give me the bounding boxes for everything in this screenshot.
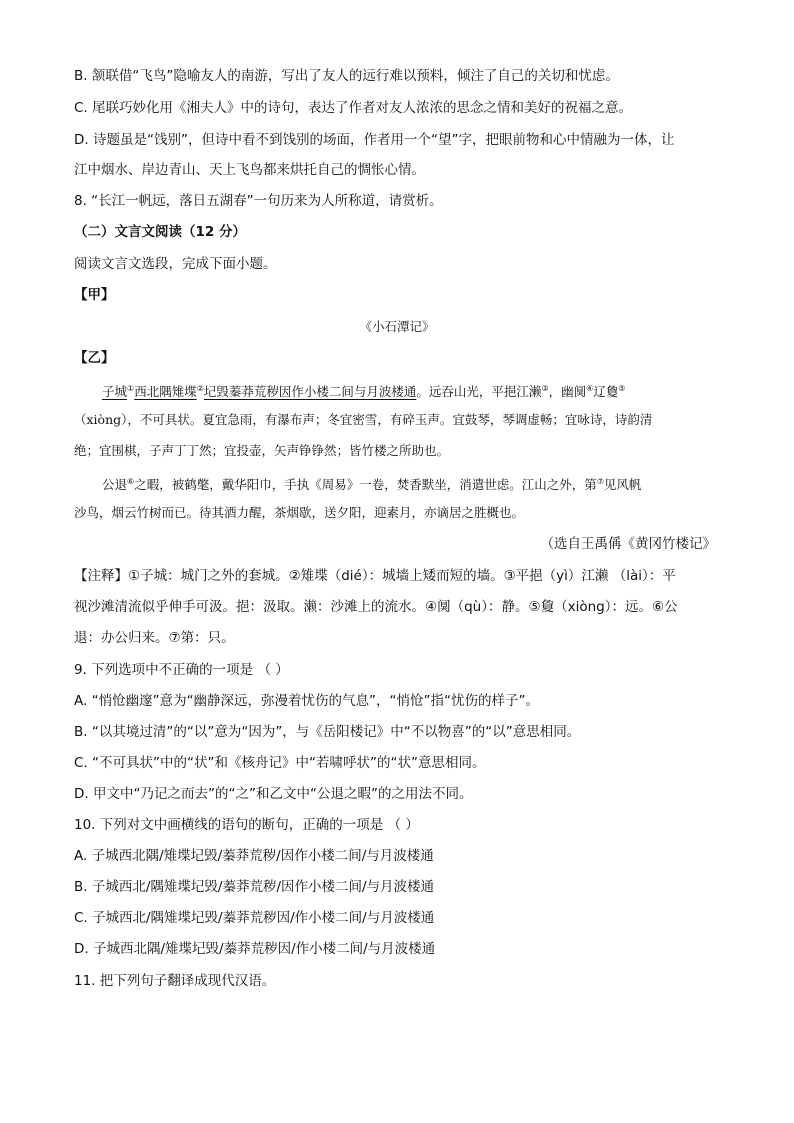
note-marker: ② xyxy=(196,384,204,393)
passage-source: （选自王禹偁《黄冈竹楼记》 xyxy=(540,536,716,552)
underlined-text: 子城 xyxy=(102,384,128,400)
question-10: 10. 下列对文中画横线的语句的断句，正确的一项是 （ ） xyxy=(74,817,419,833)
q7-option-c: C. 尾联巧妙化用《湘夫人》中的诗句，表达了作者对友人浓浓的思念之情和美好的祝福之意。 xyxy=(74,100,633,116)
passage-yi-line-3: 绝；宜围棋，子声丁丁然；宜投壶，矢声铮铮然；皆竹楼之所助也。 xyxy=(74,443,450,458)
annotation-line-3: 退：办公归来。⑦第：只。 xyxy=(74,630,235,646)
annotation-line-2: 视沙滩清流似乎伸手可汲。挹：汲取。濑：沙滩上的流水。④阒（qù）：静。⑤敻（xiòng）：远。⑥公 xyxy=(74,599,678,615)
q10-option-c: C. 子城西北/隅雉堞圮毁/蓁莽荒秽因/作小楼二间/与月波楼通 xyxy=(74,910,435,926)
question-8: 8. “长江一帆远，落日五湖春”一句历来为人所称道，请赏析。 xyxy=(74,193,443,209)
q9-option-d: D. 甲文中“乃记之而去”的“之”和乙文中“公退之暇”的之用法不同。 xyxy=(74,786,473,802)
q7-option-d-continued: 江中烟水、岸边青山、天上飞鸟都来烘托自己的惆怅心情。 xyxy=(74,162,425,178)
q9-option-b: B. “以其境过清”的“以”意为“因为”，与《岳阳楼记》中“不以物喜”的“以”意思相同。 xyxy=(74,724,581,740)
instruction: 阅读文言文选段，完成下面小题。 xyxy=(74,256,277,272)
passage-text: 辽敻 xyxy=(593,384,619,400)
question-9: 9. 下列选项中不正确的一项是 （ ） xyxy=(74,662,289,678)
passage-yi-line-2: （xiòng），不可具状。夏宜急雨，有瀑布声；冬宜密雪，有碎玉声。宜鼓琴，琴调虚畅；宜咏诗，诗韵清 xyxy=(74,412,653,427)
passage-yi-line-4 xyxy=(102,472,641,495)
q9-option-a: A. “悄怆幽邃”意为“幽静深远，弥漫着忧伤的气息”，“悄怆”指“忧伤的样子”。 xyxy=(74,693,540,709)
note-marker: ⑥ xyxy=(127,477,135,486)
passage-jia-title: 《小石潭记》 xyxy=(359,319,435,334)
passage-text: 见风帆 xyxy=(603,477,642,493)
passage-text: 之暇，被鹤氅，戴华阳巾，手执《周易》一卷，焚香默坐，消遣世虑。江山之外，第 xyxy=(134,477,597,493)
passage-text: ，幽阒 xyxy=(548,384,587,400)
q9-option-c: C. “不可具状”中的“状”和《核舟记》中“若啸呼状”的“状”意思相同。 xyxy=(74,755,486,771)
q7-option-b: B. 颔联借“飞鸟”隐喻友人的南游，写出了友人的远行难以预料，倾注了自己的关切和忧虑。 xyxy=(74,68,619,84)
q7-option-d: D. 诗题虽是“饯别”，但诗中看不到饯别的场面，作者用一个“望”字，把眼前物和心中情融为一体，让 xyxy=(74,132,675,148)
passage-yi-line-5: 沙鸟，烟云竹树而已。待其酒力醒，茶烟歇，送夕阳，迎素月，亦谪居之胜概也。 xyxy=(74,505,525,520)
annotation-line-1: 【注释】①子城：城门之外的套城。②雉堞（dié）：城墙上矮而短的墙。③平挹（yì）江濑 （lài）：平 xyxy=(74,568,676,584)
q10-option-d: D. 子城西北隅/雉堞圮毁/蓁莽荒秽因/作小楼二间/与月波楼通 xyxy=(74,941,436,957)
note-marker: ① xyxy=(127,384,135,393)
passage-jia-label: 【甲】 xyxy=(74,287,115,303)
q10-option-a: A. 子城西北隅/雉堞圮毁/蓁莽荒秽/因作小楼二间/与月波楼通 xyxy=(74,848,434,864)
note-marker: ④ xyxy=(586,384,594,393)
passage-yi-label: 【乙】 xyxy=(74,350,115,366)
underlined-text: 西北隅雉堞 xyxy=(134,384,197,400)
passage-text: 。远吞山光，平挹江濑 xyxy=(416,384,542,400)
note-marker: ⑤ xyxy=(618,384,626,393)
passage-text: 公退 xyxy=(102,477,128,493)
q10-option-b: B. 子城西北/隅雉堞圮毁/蓁莽荒秽/因作小楼二间/与月波楼通 xyxy=(74,879,435,895)
note-marker: ③ xyxy=(541,384,549,393)
underlined-text: 圮毁蓁莽荒秽因作小楼二间与月波楼通 xyxy=(203,384,417,400)
note-marker: ⑦ xyxy=(596,477,604,486)
question-11: 11. 把下列句子翻译成现代汉语。 xyxy=(74,973,276,989)
section-title: （二）文言文阅读（12 分） xyxy=(74,224,246,240)
passage-yi-line-1 xyxy=(102,379,625,402)
